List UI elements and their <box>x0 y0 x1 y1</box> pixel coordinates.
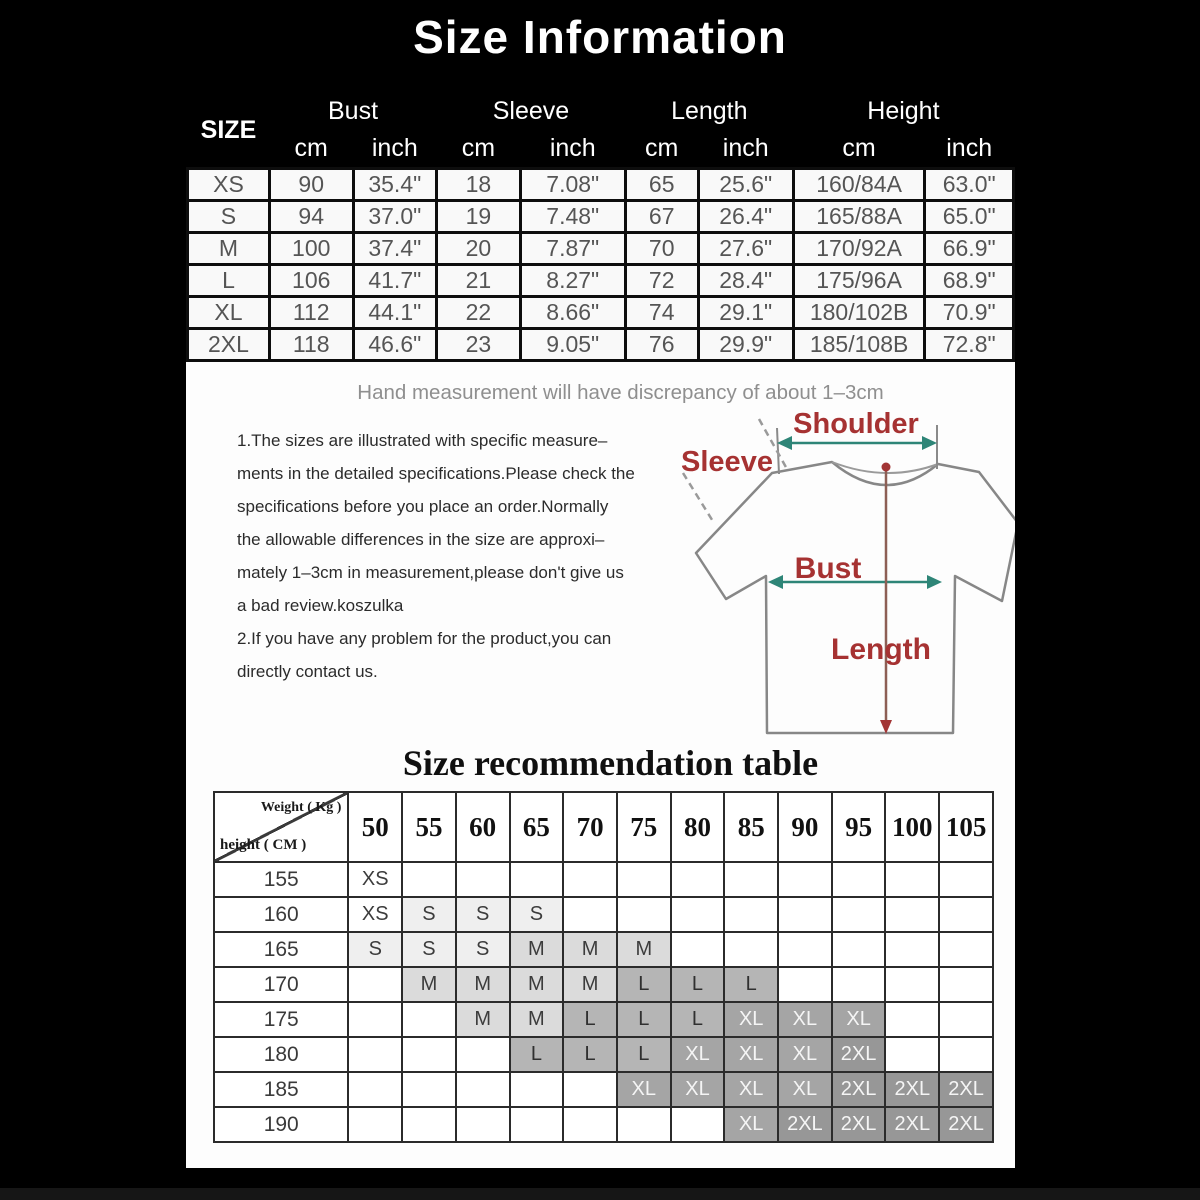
rec-cell-empty <box>778 897 832 932</box>
page-title: Size Information <box>413 11 787 63</box>
rec-cell-xs: XS <box>348 862 402 897</box>
size-row <box>188 169 1014 201</box>
rec-row <box>214 862 993 897</box>
rec-cell-m: M <box>510 967 564 1002</box>
rec-cell-2xl: 2XL <box>832 1107 886 1142</box>
size-cell: 20 <box>437 233 521 265</box>
size-cell: 2XL <box>188 329 270 361</box>
recommendation-title: Size recommendation table <box>402 743 819 783</box>
rec-cell-empty <box>832 967 886 1002</box>
rec-cell-xl: XL <box>671 1037 725 1072</box>
unit-header-row <box>188 130 1014 169</box>
rec-cell-empty <box>348 1072 402 1107</box>
size-cell: 21 <box>437 265 521 297</box>
size-cell: 37.4" <box>353 233 437 265</box>
rec-cell-empty <box>939 932 993 967</box>
weight-axis-label: Weight ( Kg ) <box>260 800 342 815</box>
size-cell: 19 <box>437 201 521 233</box>
size-cell: 66.9" <box>925 233 1014 265</box>
rec-cell-empty <box>724 932 778 967</box>
description-line: specifications before you place an order.Normally <box>237 497 609 516</box>
size-cell: XS <box>188 169 270 201</box>
rec-cell-empty <box>617 862 671 897</box>
size-cell: M <box>188 233 270 265</box>
rec-cell-empty <box>885 862 939 897</box>
rec-cell-s: S <box>402 932 456 967</box>
rec-cell-empty <box>402 862 456 897</box>
rec-cell-empty <box>402 1107 456 1142</box>
description-line: 1.The sizes are illustrated with specific measure– <box>237 431 608 450</box>
rec-cell-s: S <box>348 932 402 967</box>
description-line: ments in the detailed specifications.Please check the <box>237 464 635 483</box>
size-cell: L <box>188 265 270 297</box>
size-table-header <box>188 93 1014 169</box>
rec-cell-xl: XL <box>671 1072 725 1107</box>
rec-cell-empty <box>617 1107 671 1142</box>
weight-header: 100 <box>885 792 939 862</box>
rec-cell-l: L <box>617 1037 671 1072</box>
size-cell: 28.4" <box>698 265 793 297</box>
rec-row <box>214 967 993 1002</box>
weight-header: 65 <box>510 792 564 862</box>
weight-header: 50 <box>348 792 402 862</box>
sleeve-label: Sleeve <box>681 446 773 478</box>
tshirt-measurement-diagram <box>680 403 1015 740</box>
shoulder-label: Shoulder <box>793 408 919 440</box>
weight-header: 85 <box>724 792 778 862</box>
rec-row <box>214 1002 993 1037</box>
size-cell: 170/92A <box>793 233 925 265</box>
rec-cell-empty <box>348 967 402 1002</box>
rec-cell-m: M <box>563 967 617 1002</box>
bust-group-header: Bust <box>328 97 379 125</box>
size-cell: 26.4" <box>698 201 793 233</box>
recommendation-body <box>214 862 993 1142</box>
rec-cell-empty <box>456 1037 510 1072</box>
rec-cell-empty <box>885 1037 939 1072</box>
rec-cell-xl: XL <box>832 1002 886 1037</box>
rec-cell-empty <box>510 1072 564 1107</box>
size-cell: 72 <box>625 265 698 297</box>
rec-cell-empty <box>510 1107 564 1142</box>
rec-cell-2xl: 2XL <box>885 1107 939 1142</box>
tshirt-outline <box>696 462 1015 733</box>
length-group-header: Length <box>671 97 748 125</box>
height-header: 155 <box>214 862 348 897</box>
rec-cell-empty <box>563 1107 617 1142</box>
rec-cell-2xl: 2XL <box>939 1107 993 1142</box>
size-cell: 67 <box>625 201 698 233</box>
size-cell: 175/96A <box>793 265 925 297</box>
rec-cell-s: S <box>510 897 564 932</box>
rec-cell-empty <box>778 967 832 1002</box>
size-cell: 37.0" <box>353 201 437 233</box>
weight-header: 80 <box>671 792 725 862</box>
size-cell: 118 <box>269 329 353 361</box>
rec-cell-m: M <box>563 932 617 967</box>
rec-cell-xs: XS <box>348 897 402 932</box>
rec-cell-empty <box>885 967 939 1002</box>
rec-cell-empty <box>939 862 993 897</box>
recommendation-header <box>214 792 993 862</box>
size-cell: 18 <box>437 169 521 201</box>
bottom-edge-strip <box>0 1188 1200 1200</box>
rec-cell-empty <box>832 897 886 932</box>
length-inch-header: inch <box>722 134 769 162</box>
weight-header: 60 <box>456 792 510 862</box>
size-cell: 7.48" <box>520 201 625 233</box>
rec-cell-l: L <box>724 967 778 1002</box>
size-row <box>188 329 1014 361</box>
rec-cell-m: M <box>402 967 456 1002</box>
rec-row <box>214 932 993 967</box>
rec-cell-empty <box>832 932 886 967</box>
size-cell: 165/88A <box>793 201 925 233</box>
rec-cell-empty <box>671 862 725 897</box>
size-cell: 29.1" <box>698 297 793 329</box>
height-header: 160 <box>214 897 348 932</box>
size-cell: 65 <box>625 169 698 201</box>
size-cell: 27.6" <box>698 233 793 265</box>
size-table <box>186 93 1015 362</box>
size-cell: 68.9" <box>925 265 1014 297</box>
sleeve-group-header: Sleeve <box>492 97 570 125</box>
description-text <box>237 424 697 688</box>
size-cell: 100 <box>269 233 353 265</box>
description-line: the allowable differences in the size are approxi– <box>237 530 605 549</box>
bust-inch-header: inch <box>371 134 418 162</box>
rec-cell-empty <box>885 897 939 932</box>
height-header: 180 <box>214 1037 348 1072</box>
size-cell: 74 <box>625 297 698 329</box>
weight-header: 75 <box>617 792 671 862</box>
rec-cell-empty <box>348 1002 402 1037</box>
size-cell: 70.9" <box>925 297 1014 329</box>
height-cm-header: cm <box>842 134 876 162</box>
height-header: 190 <box>214 1107 348 1142</box>
rec-cell-empty <box>563 862 617 897</box>
rec-cell-m: M <box>510 932 564 967</box>
rec-cell-m: M <box>617 932 671 967</box>
rec-cell-l: L <box>671 967 725 1002</box>
rec-corner-cell <box>214 792 348 862</box>
rec-cell-empty <box>724 897 778 932</box>
rec-row <box>214 1072 993 1107</box>
rec-cell-empty <box>671 932 725 967</box>
description-line: 2.If you have any problem for the product,you can <box>237 629 612 648</box>
rec-row <box>214 897 993 932</box>
height-header: 165 <box>214 932 348 967</box>
height-axis-label: height ( CM ) <box>220 837 307 853</box>
bust-label: Bust <box>794 552 862 585</box>
rec-cell-l: L <box>510 1037 564 1072</box>
rec-cell-s: S <box>402 897 456 932</box>
rec-cell-2xl: 2XL <box>832 1072 886 1107</box>
bust-cm-header: cm <box>294 134 328 162</box>
rec-cell-s: S <box>456 932 510 967</box>
size-cell: 7.08" <box>520 169 625 201</box>
rec-cell-l: L <box>617 1002 671 1037</box>
size-column-header: SIZE <box>200 115 257 144</box>
rec-cell-xl: XL <box>724 1002 778 1037</box>
rec-cell-m: M <box>456 967 510 1002</box>
rec-cell-empty <box>671 897 725 932</box>
description-line: a bad review.koszulka <box>237 596 404 615</box>
size-cell: 35.4" <box>353 169 437 201</box>
rec-cell-m: M <box>510 1002 564 1037</box>
weight-header: 90 <box>778 792 832 862</box>
rec-cell-empty <box>778 932 832 967</box>
description-line: directly contact us. <box>237 662 378 681</box>
size-cell: 25.6" <box>698 169 793 201</box>
rec-cell-empty <box>671 1107 725 1142</box>
rec-cell-empty <box>402 1037 456 1072</box>
size-table-body <box>188 169 1014 361</box>
size-cell: 9.05" <box>520 329 625 361</box>
group-header-row <box>188 93 1014 130</box>
rec-cell-empty <box>456 862 510 897</box>
size-cell: 90 <box>269 169 353 201</box>
size-cell: 106 <box>269 265 353 297</box>
rec-cell-empty <box>563 897 617 932</box>
rec-cell-2xl: 2XL <box>778 1107 832 1142</box>
size-cell: 72.8" <box>925 329 1014 361</box>
rec-cell-empty <box>402 1072 456 1107</box>
recommendation-table <box>213 791 994 1143</box>
rec-cell-empty <box>939 1002 993 1037</box>
rec-cell-xl: XL <box>778 1072 832 1107</box>
rec-cell-empty <box>939 1037 993 1072</box>
rec-cell-empty <box>778 862 832 897</box>
size-cell: 8.66" <box>520 297 625 329</box>
size-cell: 22 <box>437 297 521 329</box>
rec-cell-l: L <box>563 1037 617 1072</box>
size-cell: 46.6" <box>353 329 437 361</box>
sleeve-inch-header: inch <box>549 134 596 162</box>
weight-header-row <box>214 792 993 862</box>
rec-cell-xl: XL <box>778 1037 832 1072</box>
length-label: Length <box>831 633 931 666</box>
size-cell: 94 <box>269 201 353 233</box>
size-cell: 160/84A <box>793 169 925 201</box>
rec-cell-empty <box>402 1002 456 1037</box>
size-cell: 7.87" <box>520 233 625 265</box>
height-inch-header: inch <box>946 134 993 162</box>
size-cell: XL <box>188 297 270 329</box>
rec-cell-xl: XL <box>724 1072 778 1107</box>
size-row <box>188 297 1014 329</box>
size-cell: 8.27" <box>520 265 625 297</box>
size-row <box>188 201 1014 233</box>
weight-header: 105 <box>939 792 993 862</box>
rec-cell-empty <box>617 897 671 932</box>
size-cell: 23 <box>437 329 521 361</box>
height-header: 175 <box>214 1002 348 1037</box>
rec-cell-m: M <box>456 1002 510 1037</box>
height-header: 170 <box>214 967 348 1002</box>
rec-row <box>214 1037 993 1072</box>
description-line: mately 1–3cm in measurement,please don't give us <box>237 563 624 582</box>
rec-cell-empty <box>456 1107 510 1142</box>
weight-header: 95 <box>832 792 886 862</box>
rec-cell-empty <box>510 862 564 897</box>
size-cell: 112 <box>269 297 353 329</box>
rec-cell-empty <box>348 1037 402 1072</box>
height-group-header: Height <box>867 97 940 125</box>
rec-cell-l: L <box>617 967 671 1002</box>
size-cell: S <box>188 201 270 233</box>
rec-cell-2xl: 2XL <box>939 1072 993 1107</box>
rec-cell-2xl: 2XL <box>832 1037 886 1072</box>
rec-cell-empty <box>563 1072 617 1107</box>
rec-cell-empty <box>456 1072 510 1107</box>
rec-cell-empty <box>348 1107 402 1142</box>
rec-cell-l: L <box>563 1002 617 1037</box>
rec-cell-l: L <box>671 1002 725 1037</box>
rec-cell-xl: XL <box>778 1002 832 1037</box>
length-cm-header: cm <box>645 134 679 162</box>
measurement-note: Hand measurement will have discrepancy of about 1–3cm <box>357 381 884 404</box>
rec-row <box>214 1107 993 1142</box>
length-top-dot <box>882 463 891 472</box>
rec-cell-xl: XL <box>617 1072 671 1107</box>
size-cell: 185/108B <box>793 329 925 361</box>
weight-header: 70 <box>563 792 617 862</box>
rec-cell-empty <box>885 932 939 967</box>
size-row <box>188 265 1014 297</box>
sleeve-cm-header: cm <box>461 134 496 162</box>
rec-cell-empty <box>885 1002 939 1037</box>
size-cell: 44.1" <box>353 297 437 329</box>
size-cell: 70 <box>625 233 698 265</box>
rec-cell-2xl: 2XL <box>885 1072 939 1107</box>
rec-cell-s: S <box>456 897 510 932</box>
rec-cell-empty <box>939 967 993 1002</box>
rec-cell-empty <box>832 862 886 897</box>
shoulder-arrowhead-left <box>777 436 792 450</box>
rec-cell-xl: XL <box>724 1037 778 1072</box>
size-cell: 63.0" <box>925 169 1014 201</box>
size-cell: 29.9" <box>698 329 793 361</box>
rec-cell-empty <box>939 897 993 932</box>
size-cell: 41.7" <box>353 265 437 297</box>
shoulder-arrowhead-right <box>922 436 937 450</box>
sleeve-dash-bottom <box>683 473 714 523</box>
height-header: 185 <box>214 1072 348 1107</box>
rec-cell-xl: XL <box>724 1107 778 1142</box>
size-cell: 180/102B <box>793 297 925 329</box>
rec-cell-empty <box>724 862 778 897</box>
weight-header: 55 <box>402 792 456 862</box>
size-cell: 76 <box>625 329 698 361</box>
size-cell: 65.0" <box>925 201 1014 233</box>
size-row <box>188 233 1014 265</box>
